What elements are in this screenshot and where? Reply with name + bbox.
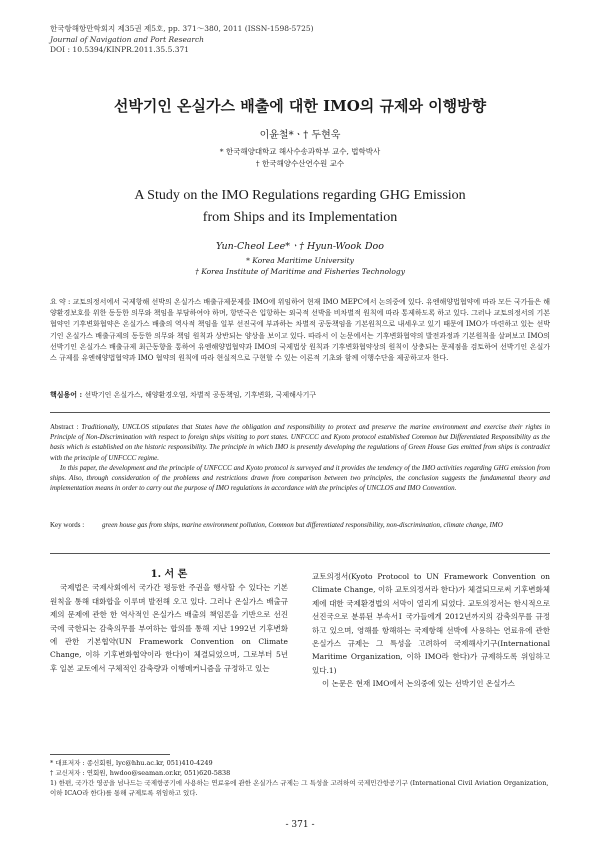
keywords-korean xyxy=(50,389,550,401)
page-number: - 371 - xyxy=(285,820,315,830)
affiliations-korean xyxy=(0,146,600,170)
body-paragraph-right-1: 교토의정서(Kyoto Protocol to UN Framework Convention on Climate Change, 이하 교토의정서라 한다)가 체결되므로써 기후변화체제에 대한 국제환경법의 서막이 열리게 되었다. 교토의정서는 한시적으로 선진국으로 분류된 부속서Ⅰ 국가들에게 2012년까지의 감축의무를 규정하고 있으며, 영해를 항해하는 국제항해 선박에 사용하는 연료유에 관한 온실가스 규제는 그 특성을 고려하여 국제해사기구(International Maritime Organization, 이하 IMO라 한다)가 규제하도록 위임하고 있다.1) xyxy=(312,572,550,675)
title-english-line2: from Ships and its Implementation xyxy=(202,210,398,225)
keywords-en-label: Key words : xyxy=(50,521,85,529)
footnote-1: 1) 한편, 국가간 영공을 넘나드는 국제항공기에 사용하는 연료유에 관한 온실가스 규제는 그 특성을 고려하여 국제민간항공기구 (International Civil Aviation Organization, 이하 ICAO라 한다)를 통해 규제토록 위임하고 있다. xyxy=(50,779,549,797)
affiliation-2-ko: † 한국해양수산연수원 교수 xyxy=(255,159,345,168)
affiliation-2-en: † Korea Institute of Maritime and Fisheries Technology xyxy=(195,267,405,276)
abstract-en-para-1 xyxy=(50,422,550,463)
journal-citation: 한국항해항만학회지 제35권 제5호, pp. 371～380, 2011 (ISSN-1598-5725) xyxy=(50,24,314,33)
title-english-line1: A Study on the IMO Regulations regarding GHG Emission xyxy=(134,188,466,203)
affiliation-1-en: * Korea Maritime University xyxy=(246,256,354,265)
abstract-korean: 요 약 : 교토의정서에서 국제항해 선박의 온실가스 배출규제문제를 IMO에 위임하여 현재 IMO MEPC에서 논의중에 있다. 유엔해양법협약에 따라 모든 국가들은 해양환경보호를 위한 동등한 의무와 책임을 부담하여야 하며, 항만국은 입항하는 외국적 선박을 비차별적 원칙에 따라 통제하도록 하고 있다. 그러나 교토의정서의 기본협약인 기후변화협약은 온실가스 배출의 역사적 책임을 일부 선진국에 부과하는 차별적 공동책임을 기본원칙으로 내세우고 있기 때문에 IMO가 마련하고 있는 선박기인 온실가스 배출규제의 동등한 의무와 책임 원칙과 상반되는 양상을 보이고 있다. 따라서 이 논문에서는 기후변화협약의 발전과정과 기본원칙을 살펴보고 IMO의 선박기인 온실가스 배출규제 최근동향을 통하여 유엔해양법협약과 IMO의 국제법상 원칙과 기후변화협약상의 원칙이 상충되는 문제점을 검토하여 선박기인 온실가스 규제를 유엔해양법협약과 IMO 협약의 원칙에 따라 현실적으로 구현할 수 있는 이론적 기초와 함께 이행수단을 제공하고자 한다. xyxy=(50,298,550,363)
authors-english: Yun-Cheol Lee*ㆍ† Hyun-Wook Doo xyxy=(216,241,384,252)
section-title-introduction: 1. 서 론 xyxy=(150,569,188,580)
footnote-separator xyxy=(50,754,170,755)
footnote-corresponding: † 교신저자 : 연회원, hwdoo@seaman.or.kr, 051)620-5838 xyxy=(50,769,231,777)
body-paragraph-right-2: 이 논문은 현재 IMO에서 논의중에 있는 선박기인 온실가스 xyxy=(322,679,515,689)
abstract-en-para-2: In this paper, the development and the principle of UNFCCC and Kyoto protocol is surveyed and it provides the tendency of the IMO activities regarding GHG emission from ships. Also, through consideration of the problems and restrictions drawn from comparison between two principles, the conclusion suggests the fundamental theory and implementation means in order to carry out the purpose of IMO regulations in accordance with the principles of UNCLOS and IMO Convention. xyxy=(50,463,550,493)
journal-header xyxy=(50,24,314,56)
keywords-ko-text: 선박기인 온실가스, 해양환경오염, 차별적 공동책임, 기후변화, 국제해사기구 xyxy=(84,391,317,399)
affiliation-1-ko: * 한국해양대학교 해사수송과학부 교수, 법학박사 xyxy=(219,147,381,156)
authors-korean: 이윤철*ㆍ† 두현욱 xyxy=(259,130,341,141)
footnotes xyxy=(50,758,550,798)
body-column-right xyxy=(312,570,550,691)
affiliations-english xyxy=(0,255,600,277)
title-english xyxy=(0,185,600,229)
divider-top xyxy=(50,412,550,413)
keywords-ko-label: 핵심용어 : xyxy=(50,390,83,399)
body-paragraph-left: 국제법은 국제사회에서 국가간 평등한 주권을 행사할 수 있다는 기본원칙을 통해 대화합을 이루며 발전해 오고 있다. 그러나 온실가스 배출규제의 문제에 관한 한 역사적인 온실가스 배출의 책임론을 기반으로 선진국에 국한되는 감축의무를 부여하는 합의를 통해 지난 1992년 기후변화에 관한 기본협약(UN Framework Convention on Climate Change, 이하 기후변화협약이라 한다)이 체결되었으며, 그로부터 5년 후 일본 교토에서 구체적인 감축량과 이행메커니즘을 규정하고 있는 xyxy=(50,583,288,673)
keywords-en-text: green house gas from ships, marine environment pollution, Common but differentiated responsibility, non-discrimination, climate change, IMO xyxy=(102,521,503,529)
abstract-english xyxy=(50,422,550,493)
abstract-en-label: Abstract : xyxy=(50,423,79,431)
abstract-en-text-1: Traditionally, UNCLOS stipulates that States have the obligation and responsibility to protect and preserve the marine environment and exercise their rights in Principle of Non-Discrimination with respect to foreign ships visiting to port states. UNFCCC and Kyoto protocol established Common but Differentiated Responsibility as the basis which is established on the historic responsibility. The principle in which IMO is presently developing the regulations of Green House Gas emitted from ships is contradict with the principle of UNFCCC regime. xyxy=(50,423,550,462)
footnote-author: * 대표저자 : 종신회원, lyc@hhu.ac.kr, 051)410-4249 xyxy=(50,759,213,767)
divider-bottom xyxy=(50,553,550,554)
title-korean: 선박기인 온실가스 배출에 대한 IMO의 규제와 이행방향 xyxy=(113,97,487,115)
keywords-english xyxy=(50,520,550,530)
doi: DOI : 10.5394/KINPR.2011.35.5.371 xyxy=(50,45,190,54)
journal-name-en: Journal of Navigation and Port Research xyxy=(50,34,204,44)
body-column-left xyxy=(50,568,288,675)
